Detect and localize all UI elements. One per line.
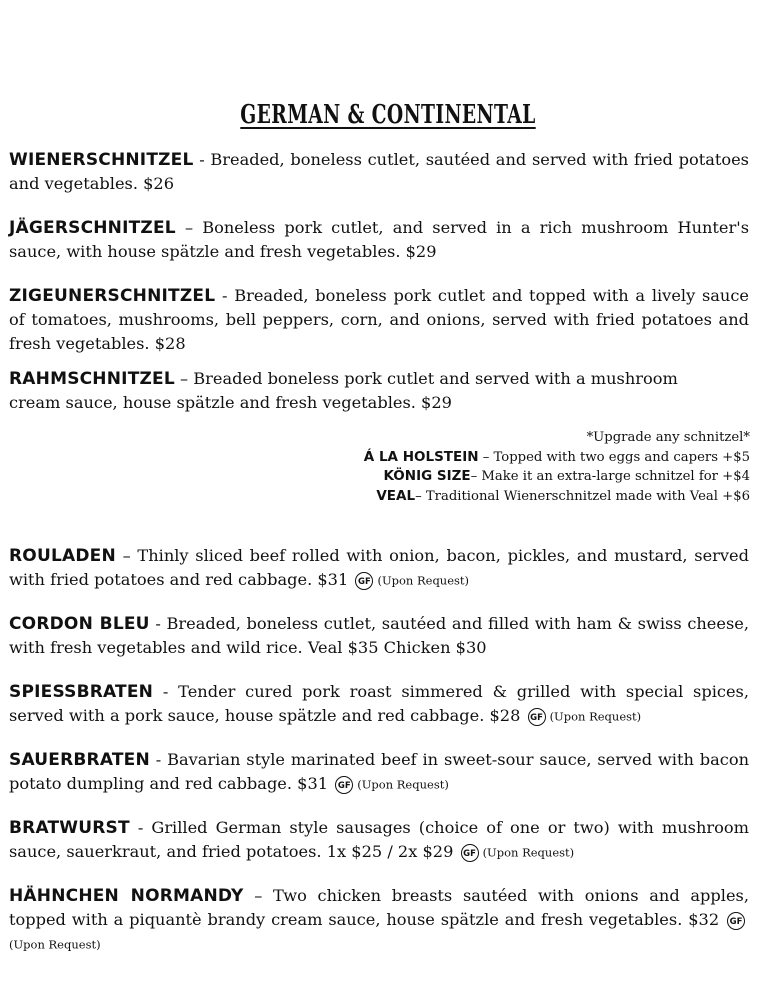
item-name: RAHMSCHNITZEL — [9, 369, 175, 389]
item-name: SPIESSBRATEN — [9, 682, 154, 702]
menu-item-rouladen — [9, 544, 749, 593]
menu-item-zigeunerschnitzel — [9, 284, 749, 356]
gluten-free-icon: GF — [461, 844, 479, 862]
option-name: KÖNIG SIZE — [383, 468, 471, 484]
upgrade-option-konig-size — [364, 467, 750, 487]
item-description: - Grilled German style sausages (choice of one or two) with mushroom sauce, sauerkraut, and fried potatoes. 1x $25 / 2x $29 — [9, 818, 749, 861]
menu-item-wienerschnitzel — [9, 148, 749, 196]
item-description: - Breaded, boneless cutlet, sautéed and filled with ham & swiss cheese, with fresh vegetables and wild rice. Veal $35 Chicken $30 — [9, 614, 750, 657]
item-description: - Bavarian style marinated beef in sweet-sour sauce, served with bacon potato dumpling and red cabbage. $31 — [9, 750, 749, 793]
menu-item-bratwurst — [9, 816, 749, 865]
item-description: – Boneless pork cutlet, and served in a rich mushroom Hunter's sauce, with house spätzle and fresh vegetables. $29 — [9, 218, 749, 261]
schnitzel-upgrade-box — [364, 428, 750, 506]
item-name: JÄGERSCHNITZEL — [9, 218, 176, 238]
menu-item-rahmschnitzel — [9, 367, 689, 415]
item-name: SAUERBRATEN — [9, 750, 150, 770]
menu-item-spiessbraten — [9, 680, 749, 729]
menu-title: GERMAN & CONTINENTAL — [240, 100, 536, 130]
item-description: – Two chicken breasts sautéed with onions and apples, topped with a piquantè brandy cream sauce, house spätzle and fresh vegetables. $32 — [9, 886, 749, 929]
upon-request-note: (Upon Request) — [357, 777, 449, 792]
menu-item-hahnchen-normandy — [9, 884, 749, 957]
option-description: – Topped with two eggs and capers +$5 — [478, 449, 750, 465]
menu-item-sauerbraten — [9, 748, 749, 797]
upon-request-note: (Upon Request) — [549, 709, 642, 724]
item-description: – Breaded boneless pork cutlet and served with a mushroom cream sauce, house spätzle and fresh vegetables. $29 — [9, 369, 678, 412]
item-description: - Breaded, boneless pork cutlet and topped with a lively sauce of tomatoes, mushrooms, bell peppers, corn, and onions, served with fried potatoes and fresh vegetables. $28 — [9, 286, 749, 353]
upon-request-note: (Upon Request) — [482, 845, 575, 860]
option-description: – Make it an extra-large schnitzel for +$4 — [470, 469, 750, 484]
item-description: - Breaded, boneless cutlet, sautéed and served with fried potatoes and vegetables. $26 — [9, 150, 749, 193]
gluten-free-icon: GF — [355, 572, 373, 590]
gluten-free-icon: GF — [528, 708, 546, 726]
item-name: ZIGEUNERSCHNITZEL — [9, 286, 216, 306]
option-name: VEAL — [376, 487, 416, 504]
upon-request-note: (Upon Request) — [9, 937, 101, 952]
item-name: HÄHNCHEN NORMANDY — [9, 886, 244, 906]
option-name: Á LA HOLSTEIN — [363, 448, 479, 465]
gluten-free-icon: GF — [335, 776, 353, 794]
item-name: CORDON BLEU — [9, 614, 150, 634]
item-name: ROULADEN — [9, 546, 116, 566]
option-description: – Traditional Wienerschnitzel made with Veal +$6 — [415, 488, 750, 504]
item-description: – Thinly sliced beef rolled with onion, bacon, pickles, and mustard, served with fried potatoes and red cabbage. $31 — [9, 546, 749, 589]
menu-item-jagerschnitzel — [9, 216, 749, 264]
upgrade-option-veal — [364, 487, 750, 507]
upgrade-heading: *Upgrade any schnitzel* — [586, 430, 750, 445]
gluten-free-icon: GF — [727, 912, 745, 930]
upgrade-option-holstein — [364, 448, 750, 468]
menu-item-cordon-bleu — [9, 612, 749, 660]
upon-request-note: (Upon Request) — [377, 573, 470, 588]
item-description: - Tender cured pork roast simmered & grilled with special spices, served with a pork sauce, house spätzle and red cabbage. $28 — [9, 682, 749, 725]
item-name: BRATWURST — [9, 818, 130, 838]
item-name: WIENERSCHNITZEL — [9, 150, 194, 170]
